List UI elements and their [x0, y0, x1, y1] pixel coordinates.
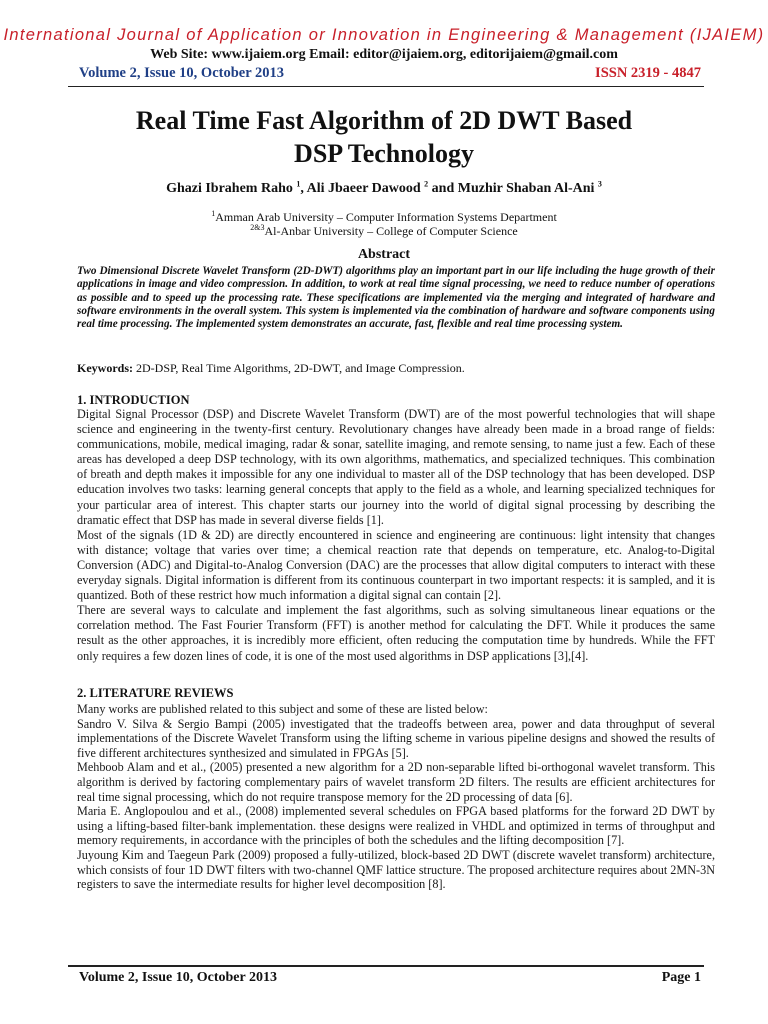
- paragraph: Many works are published related to this subject and some of these are listed below:: [77, 702, 488, 716]
- section-heading-literature-reviews: 2. LITERATURE REVIEWS: [77, 686, 234, 700]
- section-heading-introduction: 1. INTRODUCTION: [77, 393, 190, 407]
- author-1-sup: 1: [296, 179, 301, 189]
- journal-title: International Journal of Application or Innovation in Engineering & Management (IJAIEM): [3, 26, 765, 44]
- affiliation-2-text: Al-Anbar University – College of Computer Science: [264, 224, 518, 238]
- author-2-sup: 2: [424, 179, 429, 189]
- footer-divider: [68, 965, 704, 967]
- abstract-text: Two Dimensional Discrete Wavelet Transform (2D-DWT) algorithms play an important part in our life including the huge growth of their applications in image and video compression. In addition, to work at real time signal processing, we need to reduce number of operations as possible and to speed up the processing rate. These specifications are implemented via the merging and integrated of hardware and software environments in the overall system. This system is implemented via the combination of hardware and software components using real time processing. The implemented system demonstrates an accurate, fast, flexible and real time processing system.: [77, 265, 715, 331]
- footer-page-number: Page 1: [661, 970, 701, 985]
- header-volume: Volume 2, Issue 10, October 2013: [79, 65, 285, 81]
- footer-volume: Volume 2, Issue 10, October 2013: [79, 970, 277, 985]
- paragraph: Maria E. Anglopoulou and et al., (2008) implemented several schedules on FPGA based platforms for the forward 2D DWT by using a lifting-based filter-bank implementation. these designs were realized in VHDL and optimized in terms of throughput and memory requirements, in accordance with the principles of both the schedules and the lifting decomposition [7].: [77, 804, 715, 848]
- author-3: Muzhir Shaban Al-Ani: [457, 181, 595, 196]
- paragraph: Most of the signals (1D & 2D) are directly encountered in science and engineering are continuous: light intensity that changes with distance; voltage that varies over time; a chemical reaction rate that depends on temperature, etc. Analog-to-Digital Conversion (ADC) and Digital-to-Analog Conversion (DAC) are the processes that allow digital computers to interact with these everyday signals. Digital information is different from its continuous counterpart in two important respects: it is sampled, and it is quantized. Both of these restrict how much information a digital signal can contain [2].: [77, 527, 715, 603]
- affiliation-1: [0, 210, 768, 225]
- paragraph: Digital Signal Processor (DSP) and Discrete Wavelet Transform (DWT) are of the most powerful technologies that will shape science and engineering in the twenty-first century. Revolutionary changes have already been made in a broad range of fields: communications, mobile, medical imaging, radar & sonar, satellite imaging, and remote sensing, to name just a few. Each of these areas has developed a deep DSP technology, with its own algorithms, mathematics, and specialized techniques. This combination of breath and depth makes it impossible for any one individual to master all of the DSP technology that has been developed. DSP education involves two tasks: learning general concepts that apply to the field as a whole, and learning specialized techniques for your particular area of interest. This chapter starts our journey into the world of digital signal processing by describing the dramatic effect that DSP has made in several diverse fields [1].: [77, 407, 715, 527]
- paragraph: There are several ways to calculate and implement the fast algorithms, such as solving simultaneous linear equations or the correlation method. The Fast Fourier Transform (FFT) is another method for calculating the DFT. While it produces the same result as the other approaches, it is incredibly more efficient, often reducing the computation time by hundreds. While the FFT only requires a few dozen lines of code, it is one of the most used algorithms in DSP applications [3],[4].: [77, 603, 715, 663]
- author-list: [0, 181, 768, 197]
- keywords-text: 2D-DSP, Real Time Algorithms, 2D-DWT, and Image Compression.: [133, 361, 465, 375]
- affiliation-2: [0, 224, 768, 239]
- author-separator: ,: [300, 181, 307, 196]
- website-line: Web Site: www.ijaiem.org Email: editor@ijaiem.org, editorijaiem@gmail.com: [150, 47, 618, 62]
- literature-body: [77, 702, 715, 892]
- paper-title-line2: DSP Technology: [294, 139, 474, 168]
- author-1: Ghazi Ibrahem Raho: [166, 181, 293, 196]
- paper-title: [0, 104, 768, 170]
- paper-title-line1: Real Time Fast Algorithm of 2D DWT Based: [135, 106, 633, 135]
- author-2: Ali Jbaeer Dawood: [306, 181, 421, 196]
- keywords-line: [77, 361, 715, 376]
- header-issn: ISSN 2319 - 4847: [595, 65, 701, 81]
- affiliation-1-text: Amman Arab University – Computer Information Systems Department: [215, 210, 557, 224]
- keywords-label: Keywords:: [77, 361, 133, 375]
- paragraph: Juyoung Kim and Taegeun Park (2009) proposed a fully-utilized, block-based 2D DWT (discrete wavelet transform) architecture, which consists of four 1D DWT filters with two-channel QMF lattice structure. The proposed architecture requires about 2MN-3N registers to save the intermediate results for higher level decomposition [8].: [77, 847, 715, 892]
- introduction-body: [77, 407, 715, 664]
- author-3-sup: 3: [597, 179, 602, 189]
- author-separator: and: [428, 181, 458, 196]
- affiliation-2-sup: 2&3: [250, 223, 265, 232]
- abstract-heading: Abstract: [357, 247, 411, 262]
- affiliation-1-sup: 1: [211, 209, 216, 218]
- paragraph: Mehboob Alam and et al., (2005) presented a new algorithm for a 2D non-separable lifted bi-orthogonal wavelet transform. This algorithm is derived by factoring complementary pairs of wavelet transform 2D filters. The results are efficient architectures for real time signal processing, which do not require transpose memory for the 2D processing of data [6].: [77, 760, 715, 804]
- header-divider: [68, 86, 704, 87]
- paragraph: Sandro V. Silva & Sergio Bampi (2005) investigated that the tradeoffs between area, power and data throughput of several implementations of the Discrete Wavelet Transform using the lifting scheme in various pipeline designs and showed the results of five different architectures synthesized and simulated in FPGAs [5].: [77, 716, 715, 760]
